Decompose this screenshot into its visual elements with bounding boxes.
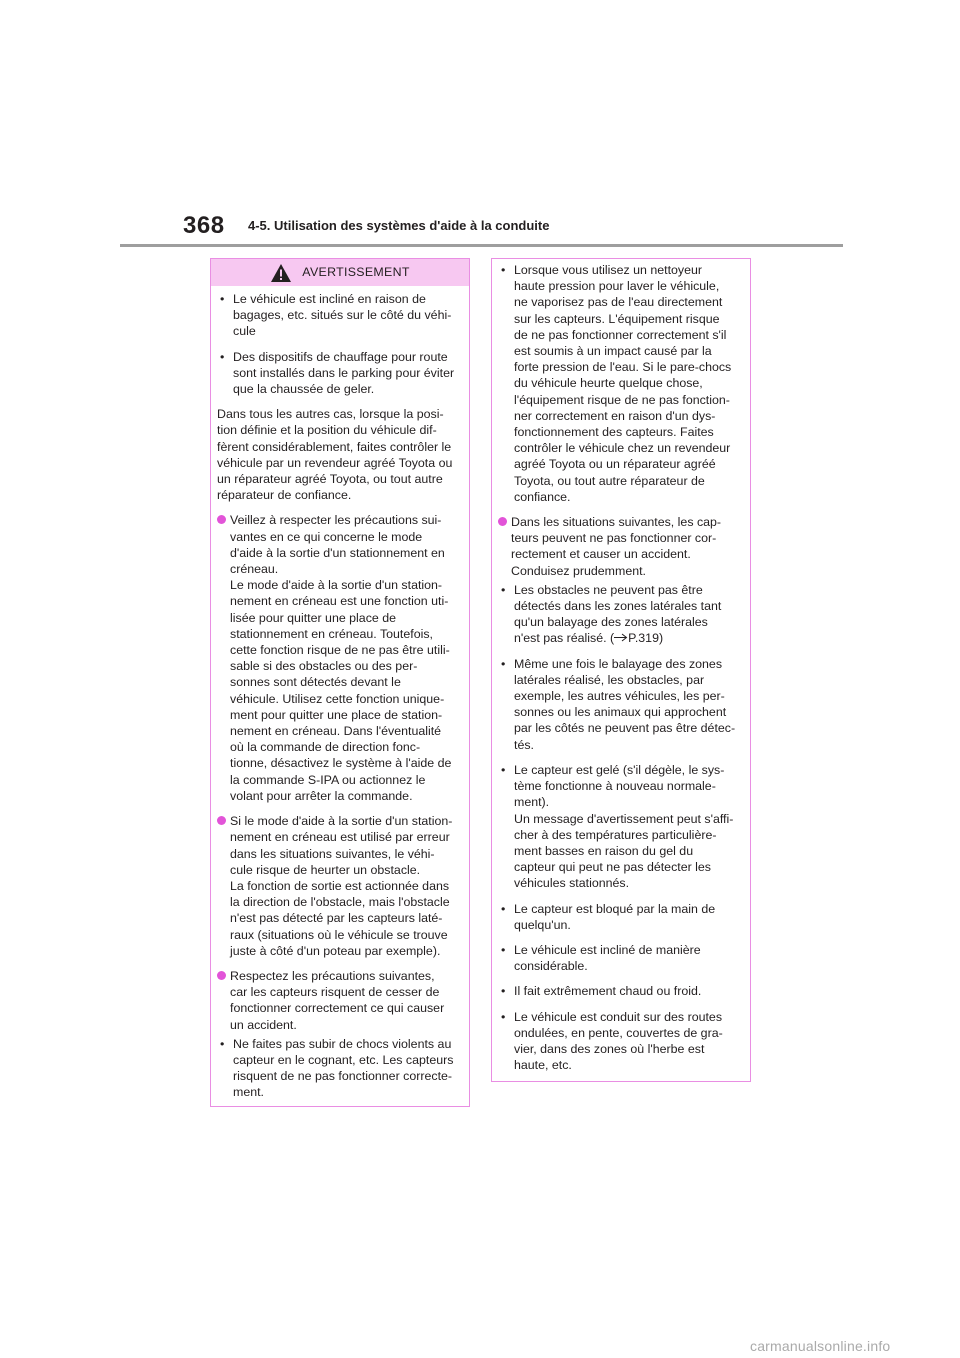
- warning-triangle-icon: [270, 263, 292, 283]
- bullet-ref-text: Les obstacles ne peuvent pas être détectés dans les zones latérales tant qu'un balayage des zones latérales n'est pas réalisé. (: [514, 582, 722, 646]
- section-title: 4-5. Utilisation des systèmes d'aide à la conduite: [248, 218, 550, 233]
- circle-item-text: Respectez les précautions suivantes, car les capteurs risquent de cesser de fonctionner correctement ce qui causer un accident.: [230, 968, 445, 1032]
- list-item: [498, 656, 742, 753]
- circle-item: [217, 512, 461, 804]
- bullet-dot: •: [501, 984, 506, 999]
- warning-box-right: [491, 258, 751, 1082]
- left-column-content: [211, 286, 469, 1101]
- bullet-dot: •: [501, 762, 506, 777]
- bullet-dot: •: [501, 942, 506, 957]
- bullet-text: Le véhicule est conduit sur des routes ondulées, en pente, couvertes de gra- vier, dans des zones où l'herbe est haute, etc.: [514, 1009, 723, 1073]
- bullet-dot: •: [501, 901, 506, 916]
- list-item: [217, 291, 461, 340]
- right-column-content: [492, 259, 750, 1073]
- bullet-dot: •: [501, 656, 506, 671]
- list-item: [498, 901, 742, 933]
- circle-item-text: Veillez à respecter les précautions sui- vantes en ce qui concerne le mode d'aide à la sortie d'un stationnement en créneau. Le mode d'aide à la sortie d'un station- nement en créneau est une fonction uti- lisée pour quitter une place de stationnement en créneau. Toutefois, cette fonction risque de ne pas être utili- sable si des obstacles ou des per- sonnes sont détectés devant le véhicule. Utilisez cette fonction unique- ment pour quitter une place de station- nement en créneau. Dans l'éventualité où la commande de direction fonc- tionne, désactivez le système à l'aide de la commande S-IPA ou actionnez le volant pour arrêter la commande.: [230, 513, 452, 803]
- header-rule: [120, 244, 843, 247]
- bullet-text: Il fait extrêmement chaud ou froid.: [514, 984, 702, 999]
- bullet-text: Des dispositifs de chauffage pour route sont installés dans le parking pour éviter que la chaussée de geler.: [233, 349, 455, 397]
- list-item: [498, 942, 742, 974]
- bullet-text: Le capteur est bloqué par la main de quelqu'un.: [514, 901, 716, 932]
- circle-bullet-icon: [217, 968, 230, 1033]
- bullet-dot: •: [501, 1009, 506, 1024]
- bullet-dot: •: [501, 582, 506, 597]
- list-item: [498, 262, 742, 505]
- bullet-text: [514, 582, 721, 647]
- list-item: [217, 349, 461, 398]
- list-item: [498, 582, 742, 647]
- circle-bullet-icon: [217, 512, 230, 804]
- bullet-dot: •: [501, 263, 506, 277]
- circle-item: [498, 514, 742, 579]
- warning-title: AVERTISSEMENT: [302, 265, 410, 280]
- watermark: carmanualsonline.info: [750, 1338, 891, 1354]
- bullet-text: Ne faites pas subir de chocs violents au capteur en le cognant, etc. Les capteurs risquent de ne pas fonctionner correcte- ment.: [233, 1036, 454, 1100]
- list-item: [217, 1036, 461, 1101]
- bullet-text: Lorsque vous utilisez un nettoyeur haute pression pour laver le véhicule, ne vaporisez pas de l'eau directement sur les capteurs. L'équipement risque de ne pas fonctionner correctement s'il est soumis à un impact causé par la forte pression de l'eau. Si le pare-chocs du véhicule heurte quelque chose, l'équipement risque de ne pas fonction- ner correctement en raison d'un dys- fonctionnement des capteurs. Faites contrôler le véhicule chez un revendeur agréé Toyota ou un réparateur agréé Toyota, ou tout autre réparateur de confiance.: [514, 263, 732, 504]
- page-reference-link[interactable]: P.319): [628, 631, 664, 646]
- bullet-dot: •: [220, 349, 225, 364]
- circle-bullet-icon: [217, 813, 230, 959]
- list-item: [498, 1009, 742, 1074]
- bullet-text: Le véhicule est incliné en raison de bagages, etc. situés sur le côté du véhi- cule: [233, 292, 452, 339]
- circle-item-text: Dans les situations suivantes, les cap- teurs peuvent ne pas fonctionner cor- rectement et causer un accident. Conduisez prudemment.: [511, 515, 722, 578]
- bullet-text: Le véhicule est incliné de manière considérable.: [514, 942, 701, 974]
- circle-item-text: Si le mode d'aide à la sortie d'un station- nement en créneau est utilisé par erreur dans les situations suivantes, le véhi- cule risque de heurter un obstacle. La fonction de sortie est actionnée dans la direction de l'obstacle, mais l'obstacle n'est pas détecté par les capteurs laté- raux (situations où le véhicule se trouve juste à côté d'un poteau par exemple).: [230, 814, 453, 958]
- bullet-dot: •: [220, 1036, 225, 1051]
- circle-bullet-icon: [498, 514, 511, 579]
- bullet-text: Même une fois le balayage des zones latérales réalisé, les obstacles, par exemple, les autres véhicules, les per- sonnes ou les animaux qui approchent par les côtés ne peuvent pas être détec- tés.: [514, 656, 736, 752]
- bullet-text: Le capteur est gelé (s'il dégèle, le sys- tème fonctionne à nouveau normale- ment). Un message d'avertissement peut s'affi- cher à des températures particulière- ment basses en raison du gel du capteur qui peut ne pas détecter les véhicules stationnés.: [514, 762, 734, 891]
- list-item: [498, 983, 742, 999]
- warning-header: [211, 259, 469, 286]
- circle-item: [217, 968, 461, 1033]
- circle-item: [217, 813, 461, 959]
- arrow-right-icon: [614, 633, 628, 642]
- paragraph: Dans tous les autres cas, lorsque la posi- tion définie et la position du véhicule dif- fèrent considérablement, faites contrôler le véhicule par un revendeur agréé Toyota ou un réparateur agréé Toyota, ou tout autre réparateur de confiance.: [217, 407, 453, 503]
- bullet-dot: •: [220, 292, 225, 306]
- list-item: [498, 762, 742, 892]
- warning-box-left: [210, 258, 470, 1107]
- page-number: 368: [183, 212, 225, 239]
